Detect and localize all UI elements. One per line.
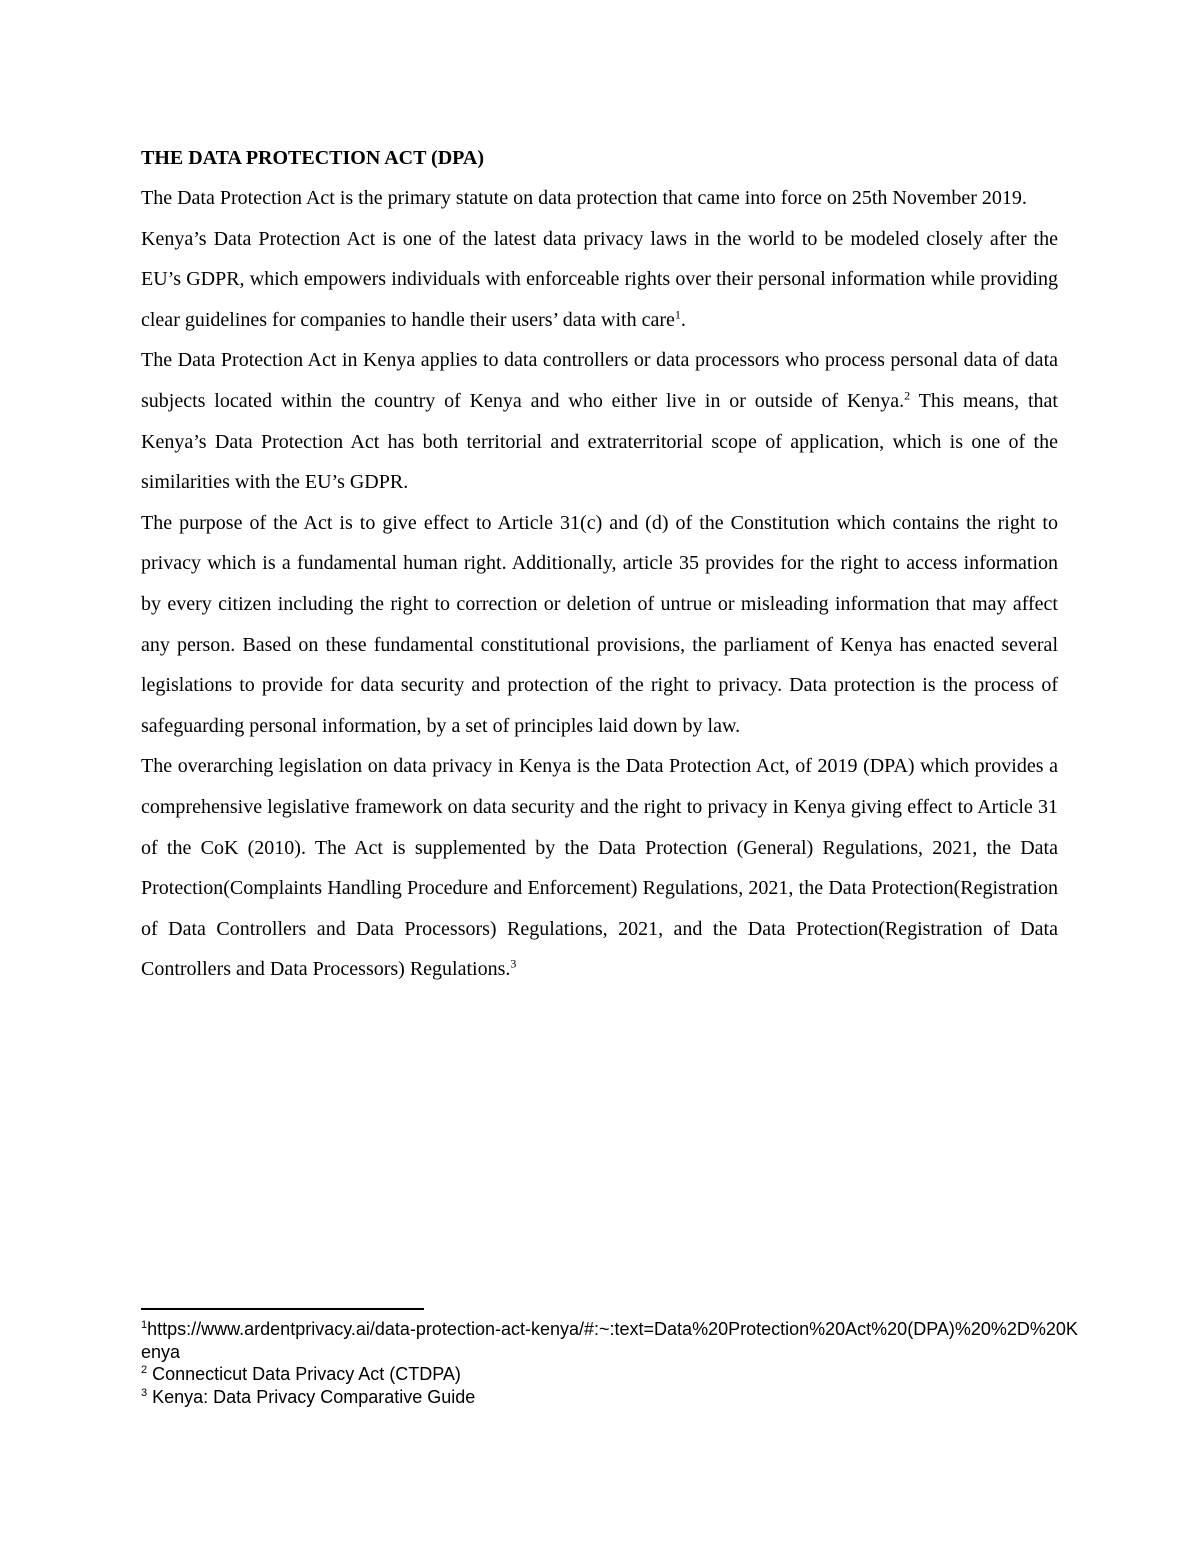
paragraph-4 — [141, 503, 1058, 747]
footnote-divider — [141, 1308, 424, 1310]
document-title: THE DATA PROTECTION ACT (DPA) — [141, 147, 484, 169]
paragraph-5 — [141, 746, 1058, 990]
paragraph-1 — [141, 178, 1058, 219]
paragraph-3-text: The Data Protection Act in Kenya applies to data controllers or data processors who process personal data of data subjects located within the country of Kenya and who either live in or outside of Kenya. — [141, 349, 1058, 412]
paragraph-1-text: The Data Protection Act is the primary statute on data protection that came into force on 25th November 2019. — [141, 187, 1027, 209]
footnote-2-text: Connecticut Data Privacy Act (CTDPA) — [147, 1364, 461, 1384]
paragraph-2-text: Kenya’s Data Protection Act is one of the latest data privacy laws in the world to be modeled closely after the EU’s GDPR, which empowers individuals with enforceable rights over their personal information while providing clear guidelines for companies to handle their users’ data with care — [141, 227, 1058, 331]
footnote-1 — [141, 1318, 1081, 1363]
footnote-3-mark: 3 — [141, 1386, 148, 1399]
paragraph-5-text: The overarching legislation on data privacy in Kenya is the Data Protection Act, of 2019 (DPA) which provides a comprehensive legislative framework on data security and the right to privacy in Kenya giving effect to Article 31 of the CoK (2010). The Act is supplemented by the Data Protection (General) Regulations, 2021, the Data Protection(Complaints Handling Procedure and Enforcement) Regulations, 2021, the Data Protection(Registration of Data Controllers and Data Processors) Regulations, 2021, and the Data Protection(Registration of Data Controllers and Data Processors) Regulations. — [141, 755, 1058, 981]
footnote-2 — [141, 1363, 1081, 1386]
paragraph-3-tail: This means, that Kenya’s Data Protection Act has both territorial and extraterritorial scope of application, which is one of the similarities with the EU’s GDPR. — [141, 389, 1058, 494]
footnote-3-text: Kenya: Data Privacy Comparative Guide — [147, 1386, 476, 1407]
paragraph-2 — [141, 219, 1058, 341]
paragraph-3 — [141, 340, 1058, 502]
footnote-ref-3[interactable]: 3 — [510, 956, 517, 971]
document-body — [141, 140, 1058, 990]
footnote-2-mark: 2 — [141, 1364, 148, 1376]
footnote-3 — [141, 1386, 1081, 1409]
footnote-1-link[interactable]: https://www.ardentprivacy.ai/data-protection-act-kenya/#:~:text=Data%20Protection%20Act%20(DPA)%20%2D%20Kenya — [141, 1319, 1078, 1362]
footnote-ref-1[interactable]: 1 — [674, 307, 681, 322]
paragraph-4-text: The purpose of the Act is to give effect to Article 31(c) and (d) of the Constitution which contains the right to privacy which is a fundamental human right. Additionally, article 35 provides for the right to access information by every citizen including the right to correction or deletion of untrue or misleading information that may affect any person. Based on these fundamental constitutional provisions, the parliament of Kenya has enacted several legislations to provide for data security and protection of the right to privacy. Data protection is the process of safeguarding personal information, by a set of principles laid down by law. — [141, 511, 1058, 737]
paragraph-2-tail: . — [680, 308, 686, 331]
footnotes-section — [141, 1308, 1081, 1408]
footnote-ref-2[interactable]: 2 — [904, 388, 911, 403]
footnote-1-mark: 1 — [141, 1319, 148, 1331]
